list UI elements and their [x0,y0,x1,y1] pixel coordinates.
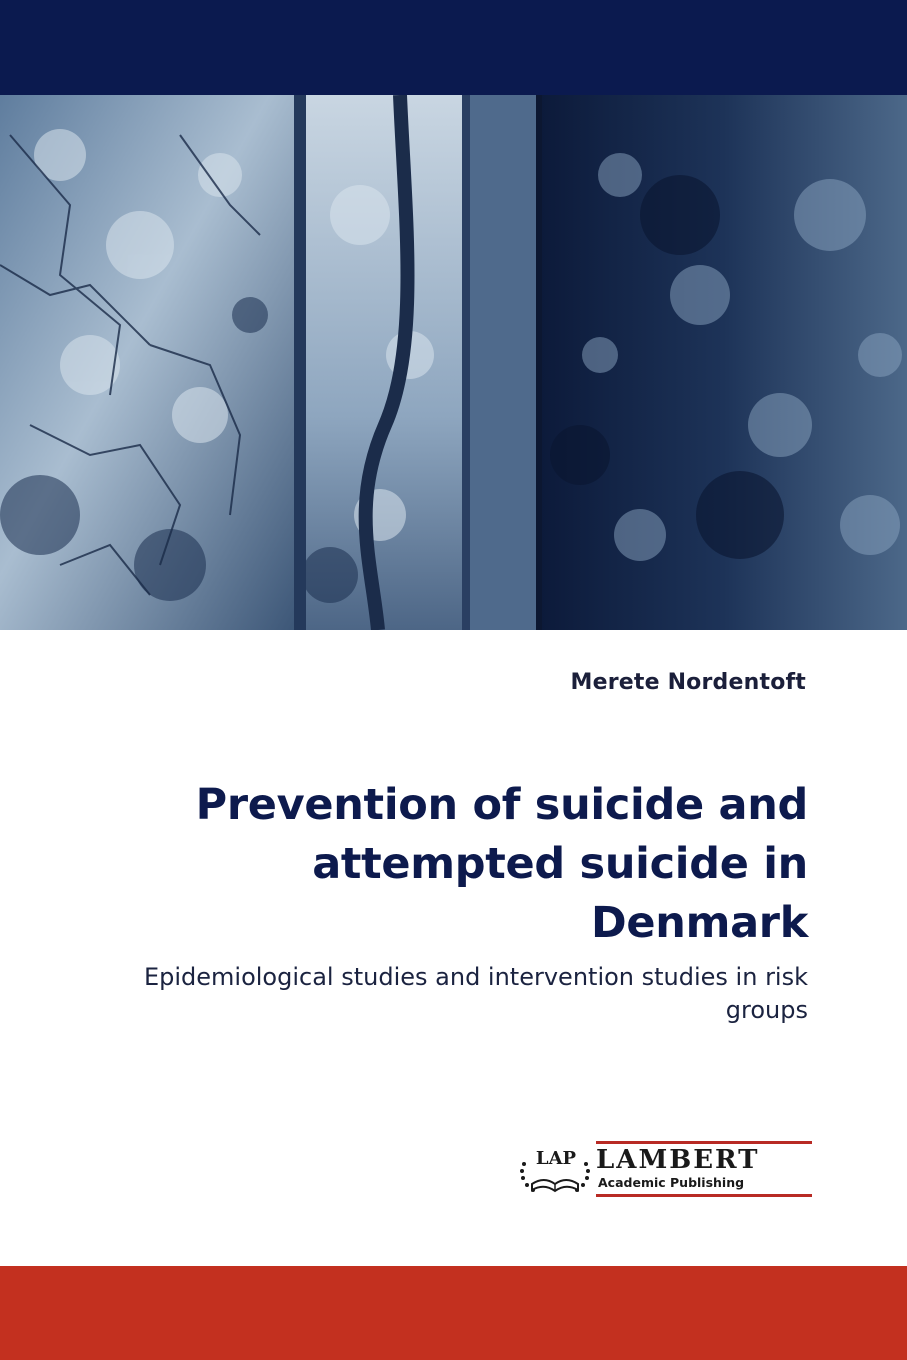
publisher-logo [516,1138,812,1200]
book-subtitle [60,961,808,1027]
svg-text:LAP: LAP [535,1148,577,1169]
publisher-tagline: Academic Publishing [598,1175,745,1190]
bottom-red-band [0,1266,907,1360]
title-line: Denmark [591,898,808,948]
author-name: Merete Nordentoft [570,670,806,695]
publisher-name: LAMBERT [596,1145,760,1175]
lap-emblem-text [528,1142,584,1172]
subtitle-line: Epidemiological studies and intervention studies in risk [143,963,808,991]
book-title [60,776,808,953]
subtitle-line: groups [725,996,808,1024]
title-line: attempted suicide in [312,839,808,889]
publisher-rule-top [596,1141,812,1144]
top-navy-band [0,0,907,95]
publisher-rule-bottom [596,1194,812,1197]
cover-photo-weathered-wall [0,95,907,630]
title-line: Prevention of suicide and [195,780,808,830]
